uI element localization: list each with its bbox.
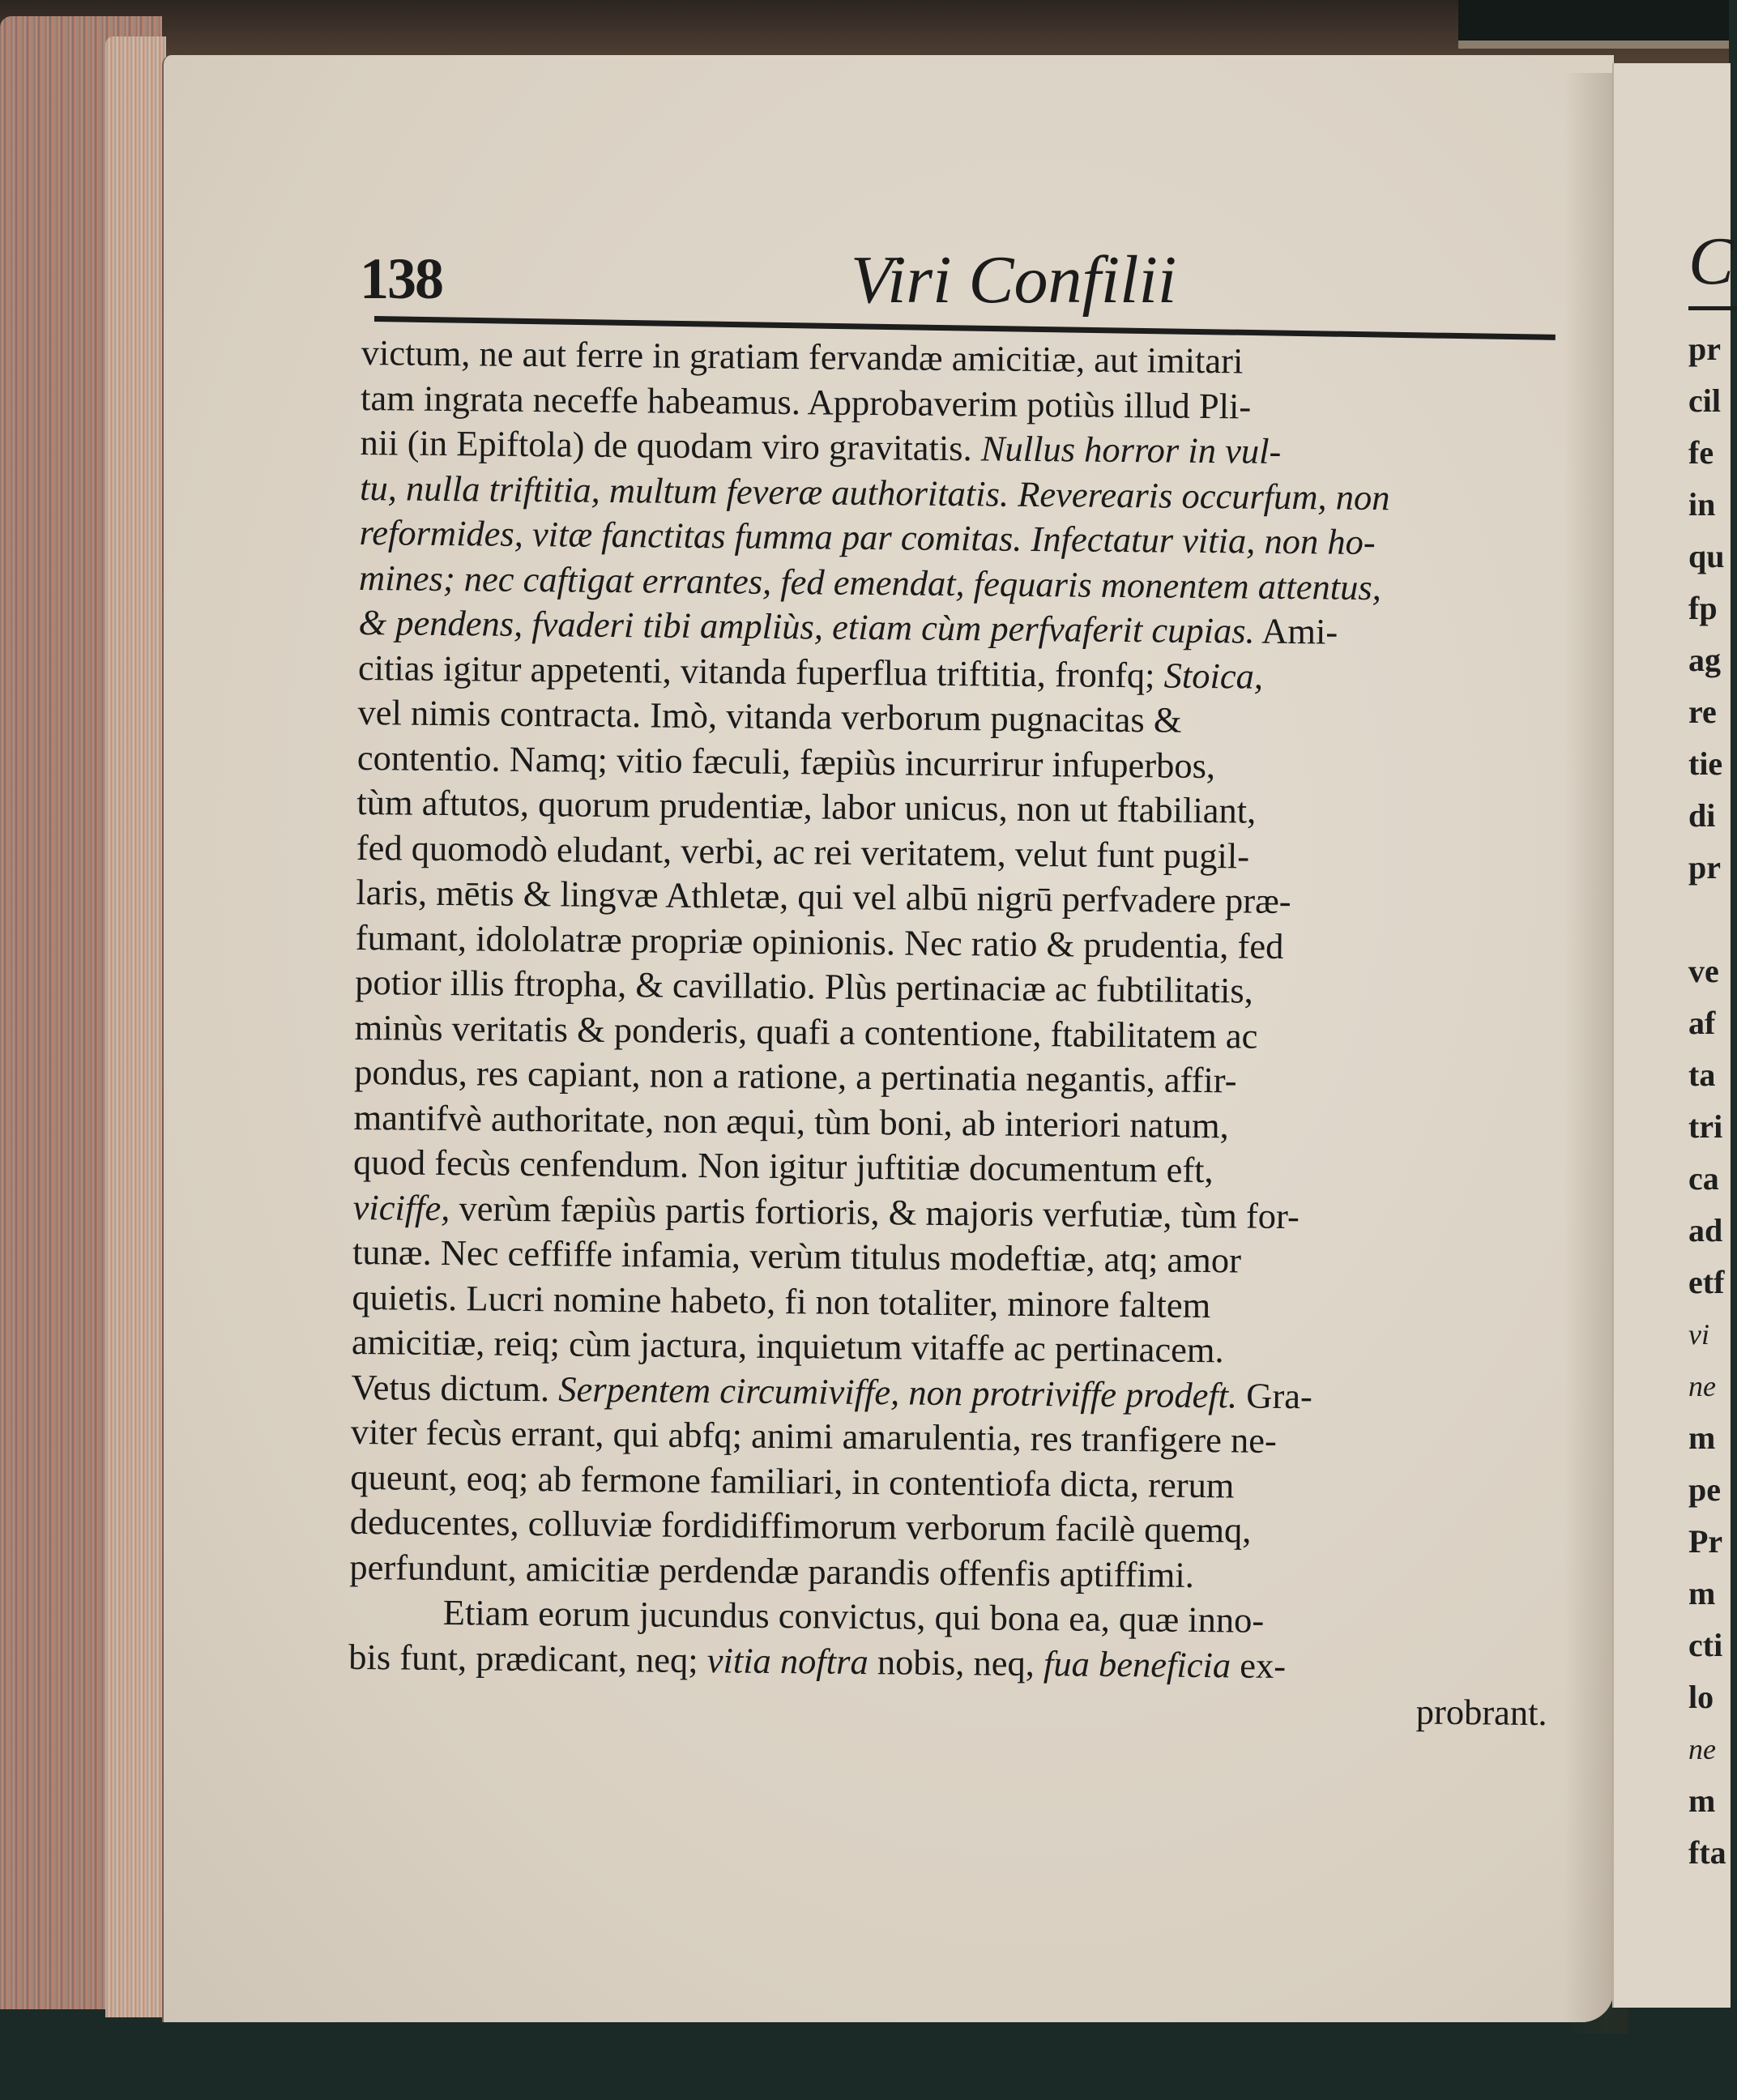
facing-head-rule — [1688, 306, 1737, 310]
text-line-content — [357, 690, 1182, 743]
roman-text: amicitiæ, reiq; cùm jactura, inquietum vitaffe ac pertinacem. — [351, 1321, 1224, 1371]
italic-text: viciffe, — [352, 1186, 450, 1228]
roman-text: victum, ne aut ferre in gratiam fervandæ amicitiæ, aut imitari — [361, 331, 1244, 382]
roman-text: Vetus dictum. — [351, 1366, 559, 1409]
roman-text: laris, mētis & lingvæ Athletæ, qui vel albū nigrū perfvadere præ- — [356, 871, 1291, 922]
roman-text: tunæ. Nec ceffiffe infamia, verùm titulus modeftiæ, atq; amor — [352, 1231, 1242, 1281]
facing-line-fragment: Pr — [1688, 1523, 1723, 1560]
roman-text: tam ingrata neceffe habeamus. Approbaverim potiùs illud Pli- — [360, 377, 1252, 427]
text-line-content — [1416, 1690, 1547, 1736]
italic-text: reformides, vitæ fanctitas fumma par comitas. Infectatur vitia, non ho- — [359, 511, 1376, 563]
roman-text: probrant. — [1415, 1691, 1547, 1734]
roman-text: mantifvè authoritate, non æqui, tùm boni, ab interiori natum, — [353, 1096, 1230, 1146]
facing-line-fragment: tie — [1688, 745, 1723, 782]
facing-line-fragment: etf — [1688, 1264, 1725, 1300]
roman-text: quod fecùs cenfendum. Non igitur juftitiæ documentum eft, — [352, 1141, 1214, 1191]
page-stack-inner-edges — [105, 36, 166, 2017]
facing-line-fragment: ta — [1688, 1056, 1716, 1093]
roman-text: Ami- — [1254, 610, 1338, 652]
roman-text: queunt, eoq; ab fermone familiari, in contentiofa dicta, rerum — [350, 1456, 1235, 1505]
text-line-content — [353, 1095, 1229, 1148]
italic-text: tu, nulla triftitia, multum feveræ authoritatis. Reverearis occurfum, non — [359, 467, 1390, 518]
text-line-content — [443, 1590, 1265, 1643]
roman-text: Gra- — [1236, 1374, 1313, 1416]
italic-text: Serpentem circumiviffe, non protriviffe prodeft. — [558, 1368, 1238, 1415]
facing-line-fragment: ad — [1688, 1212, 1723, 1248]
facing-line-fragment: ne — [1688, 1733, 1716, 1765]
text-line-content — [353, 1140, 1214, 1193]
facing-line-fragment: m — [1688, 1782, 1716, 1819]
roman-text: deducentes, colluviæ fordidiffimorum verborum facilè quemq, — [349, 1500, 1252, 1551]
text-line-content — [361, 331, 1243, 384]
roman-text: ex- — [1230, 1644, 1287, 1686]
roman-text: Etiam eorum jucundus convictus, qui bona ea, quæ inno- — [442, 1592, 1265, 1641]
roman-text: fed quomodò eludant, verbi, ac rei veritatem, velut funt pugil- — [356, 826, 1250, 877]
italic-text: fua beneficia — [1043, 1642, 1231, 1685]
roman-text: nii (in Epiftola) de quodam viro gravitatis. — [360, 421, 982, 469]
roman-text: potior illis ftropha, & cavillatio. Plùs pertinaciæ ac fubtilitatis, — [355, 961, 1254, 1011]
facing-line-fragment: ag — [1688, 642, 1721, 678]
facing-line-fragment: vi — [1688, 1318, 1709, 1351]
facing-line-fragment: in — [1688, 486, 1716, 523]
body-text — [348, 331, 1560, 1736]
facing-page-fragment — [1612, 63, 1735, 2008]
facing-line-fragment: pe — [1688, 1471, 1721, 1508]
facing-running-head: C — [1688, 224, 1735, 299]
roman-text: minùs veritatis & ponderis, quafi a contentione, ftabilitatem ac — [354, 1006, 1258, 1056]
facing-line-fragment: di — [1688, 797, 1716, 834]
text-line-content — [354, 1050, 1237, 1103]
background-cloth — [1458, 0, 1729, 49]
italic-text: Stoica, — [1163, 655, 1264, 697]
text-line-content — [350, 1454, 1235, 1508]
roman-text: bis funt, prædicant, neq; — [348, 1636, 707, 1680]
roman-text: citias igitur appetenti, vitanda fuperflua triftitia, fronfq; — [357, 647, 1164, 696]
facing-line-fragment: cil — [1688, 382, 1721, 419]
facing-line-fragment: af — [1688, 1005, 1716, 1041]
roman-text: viter fecùs errant, qui abfq; animi amarulentia, res tranfigere ne- — [350, 1411, 1278, 1461]
roman-text: perfundunt, amicitiæ perdendæ parandis offenfis aptiffimi. — [349, 1546, 1195, 1595]
facing-line-fragment: ve — [1688, 953, 1719, 989]
italic-text: vitia noftra — [706, 1639, 868, 1682]
page-number: 138 — [360, 246, 442, 311]
facing-line-fragment: fta — [1688, 1834, 1726, 1871]
roman-text: tùm aftutos, quorum prudentiæ, labor unicus, non ut ftabiliant, — [356, 781, 1257, 831]
roman-text: contentio. Namq; vitio fæculi, fæpiùs incurrirur infuperbos, — [356, 736, 1216, 786]
facing-line-fragment: tri — [1688, 1108, 1723, 1145]
text-line-content — [349, 1544, 1194, 1598]
roman-text: pondus, res capiant, non a ratione, a pertinatia negantis, affir- — [353, 1051, 1237, 1101]
roman-text: nobis, neq, — [868, 1641, 1044, 1684]
facing-line-fragment: qu — [1688, 538, 1725, 574]
text-line-content — [357, 735, 1216, 788]
facing-line-fragment: m — [1688, 1419, 1716, 1456]
text-line-content — [352, 1320, 1224, 1373]
facing-line-fragment: ca — [1688, 1160, 1719, 1197]
text-line-content — [348, 1634, 1286, 1688]
facing-line-fragment: pr — [1688, 849, 1721, 886]
roman-text: vel nimis contracta. Imò, vitanda verborum pugnacitas & — [357, 691, 1182, 741]
roman-text: verùm fæpiùs partis fortioris, & majoris verfutiæ, tùm for- — [450, 1187, 1300, 1236]
facing-line-fragment: fp — [1688, 590, 1718, 626]
roman-text: quietis. Lucri nomine habeto, fi non totaliter, minore faltem — [352, 1276, 1211, 1325]
facing-line-fragment: re — [1688, 694, 1717, 730]
italic-text: & pendens, fvaderi tibi ampliùs, etiam cùm perfvaferit cupias. — [358, 601, 1255, 651]
italic-text: mines; nec caftigat errantes, fed emendat, fequaris monentem attentus, — [358, 557, 1382, 608]
facing-line-fragment: ne — [1688, 1370, 1716, 1402]
italic-text: Nullus horror in vul- — [980, 428, 1282, 472]
roman-text: fumant, idololatræ propriæ opinionis. Nec ratio & prudentia, fed — [355, 916, 1284, 967]
facing-line-fragment: lo — [1688, 1679, 1714, 1715]
facing-line-fragment: fe — [1688, 434, 1714, 471]
text-line-content — [352, 1274, 1210, 1328]
facing-line-fragment: cti — [1688, 1627, 1723, 1663]
running-title: Viri Confilii — [851, 242, 1177, 318]
running-head — [356, 241, 1556, 331]
facing-line-fragment: m — [1688, 1575, 1716, 1611]
facing-line-fragment: pr — [1688, 331, 1721, 367]
